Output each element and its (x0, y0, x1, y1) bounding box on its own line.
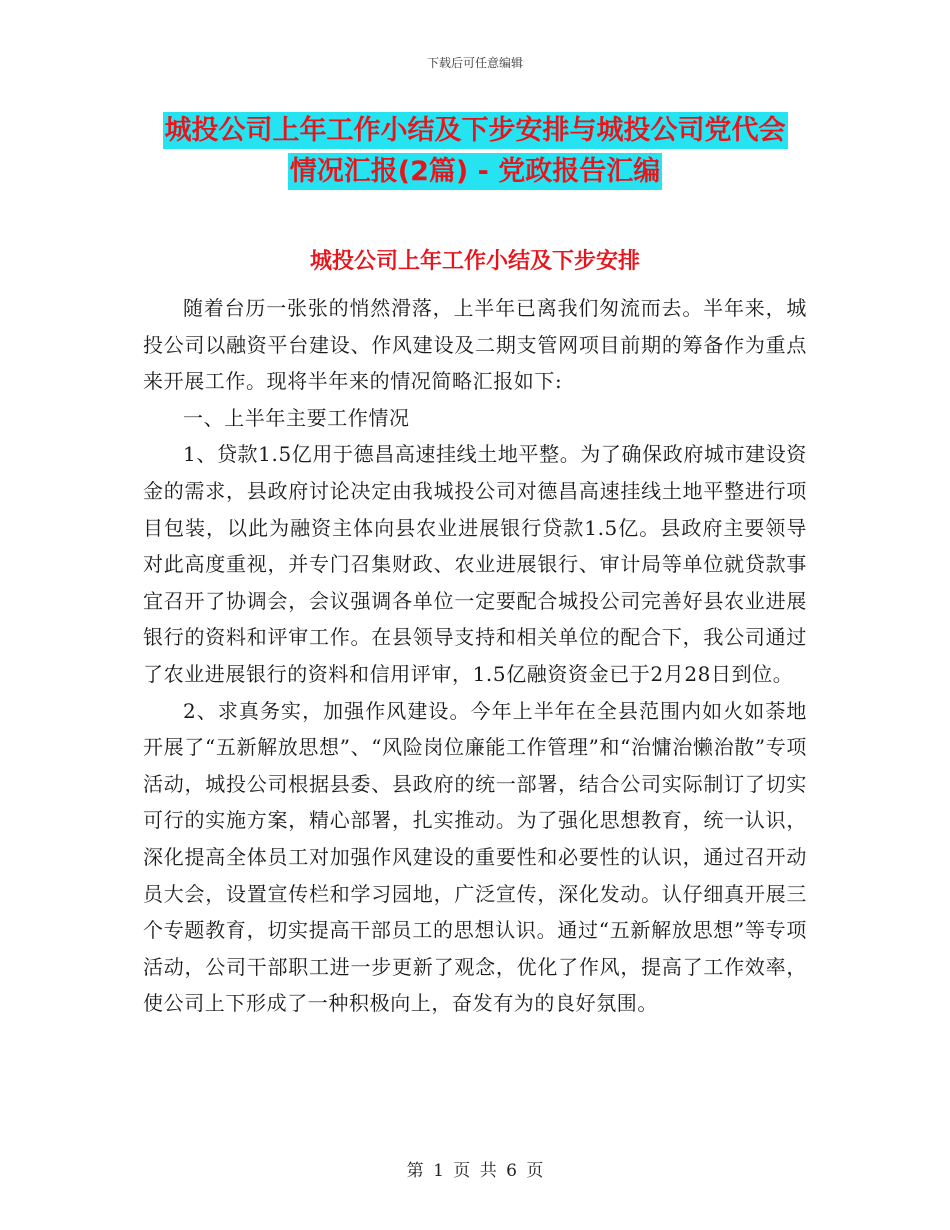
page-number: 第 1 页 共 6 页 (406, 1161, 544, 1181)
document-body (143, 290, 807, 1022)
paragraph-item-2: 2、求真务实，加强作风建设。今年上半年在全县范围内如火如荼地开展了“五新解放思想”、“风险岗位廉能工作管理”和“治慵治懒治散”专项活动，城投公司根据县委、县政府的统一部署，结合公司实际制订了切实可行的实施方案，精心部署，扎实推动。为了强化思想教育，统一认识，深化提高全体员工对加强作风建设的重要性和必要性的认识，通过召开动员大会，设置宣传栏和学习园地，广泛宣传，深化发动。认仔细真开展三个专题教育，切实提高干部员工的思想认识。通过“五新解放思想”等专项活动，公司干部职工进一步更新了观念，优化了作风，提高了工作效率，使公司上下形成了一种积极向上，奋发有为的良好氛围。 (143, 698, 807, 1016)
paragraph-heading-1: 一、上半年主要工作情况 (183, 405, 410, 430)
paragraph-intro: 随着台历一张张的悄然滑落，上半年已离我们匆流而去。半年来，城投公司以融资平台建设、作风建设及二期支管网项目前期的筹备作为重点来开展工作。现将半年来的情况简略汇报如下: (143, 296, 807, 394)
page-header-note: 下载后可任意编辑 (426, 56, 523, 70)
document-title (143, 110, 807, 192)
document-title-line-1: 城投公司上年工作小结及下步安排与城投公司党代会 (163, 112, 788, 149)
document-title-line-2: 情况汇报(2篇) - 党政报告汇编 (288, 153, 662, 190)
section-title: 城投公司上年工作小结及下步安排 (309, 249, 640, 274)
paragraph-item-1: 1、贷款1.5亿用于德昌高速挂线土地平整。为了确保政府城市建设资金的需求，县政府讨论决定由我城投公司对德昌高速挂线土地平整进行项目包装，以此为融资主体向县农业进展银行贷款1.5亿。县政府主要领导对此高度重视，并专门召集财政、农业进展银行、审计局等单位就贷款事宜召开了协调会，会议强调各单位一定要配合城投公司完善好县农业进展银行的资料和评审工作。在县领导支持和相关单位的配合下，我公司通过了农业进展银行的资料和信用评审，1.5亿融资资金已于2月28日到位。 (143, 442, 807, 686)
